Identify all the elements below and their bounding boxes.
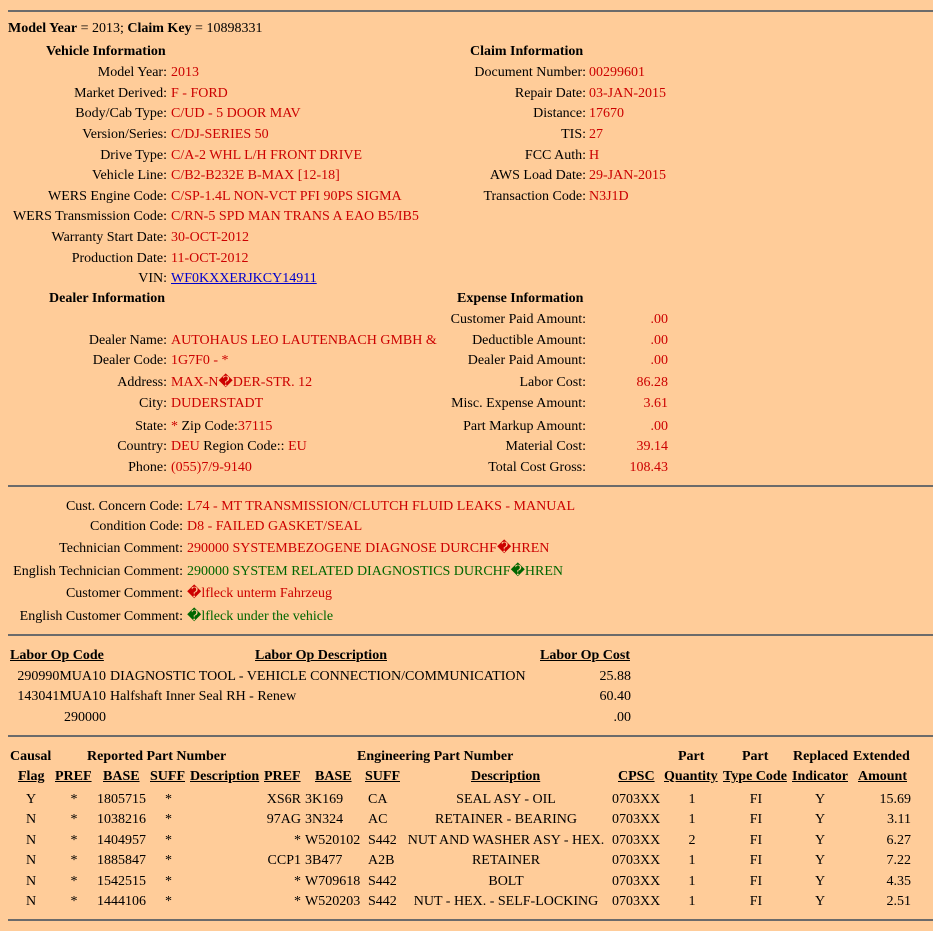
dealer-info-title: Dealer Information	[49, 291, 165, 306]
part-type-code: FI	[749, 874, 763, 889]
part-eng-pref: *	[294, 874, 301, 889]
eng-description-header: Description	[471, 769, 541, 784]
part-extended-amount: 3.11	[887, 812, 911, 827]
cust-comment-label: Customer Comment:	[65, 586, 183, 601]
part-qty-group-header: Part	[678, 749, 705, 764]
labor-code-header: Labor Op Code	[10, 648, 104, 663]
expense-field-value: 86.28	[636, 375, 668, 390]
part-reported-suff: *	[165, 894, 172, 909]
part-quantity: 1	[688, 792, 696, 807]
part-eng-base: W520102	[305, 833, 361, 848]
vehicle-field-value: C/SP-1.4L NON-VCT PFI 90PS SIGMA	[171, 189, 402, 204]
eng-tech-comment-value: 290000 SYSTEM RELATED DIAGNOSTICS DURCHF�HREN	[187, 564, 564, 579]
vehicle-field-value: C/B2-B232E B-MAX [12-18]	[171, 168, 340, 183]
part-type-code: FI	[749, 853, 763, 868]
expense-field-value: 39.14	[636, 439, 668, 454]
part-eng-pref: XS6R	[266, 792, 301, 807]
labor-op-cost: 25.88	[599, 669, 631, 684]
part-eng-pref: CCP1	[267, 853, 301, 868]
vehicle-field-label: Version/Series:	[82, 127, 167, 142]
dealer-code-value: 1G7F0 - *	[171, 353, 229, 368]
pref-header: PREF	[55, 769, 92, 784]
part-reported-pref: *	[70, 833, 78, 848]
part-reported-pref: *	[70, 894, 78, 909]
dealer-zip-label: Zip Code:	[181, 419, 238, 434]
part-cpsc: 0703XX	[612, 853, 661, 868]
vehicle-field-label: Drive Type:	[100, 148, 167, 163]
dealer-address-value: MAX-N�DER-STR. 12	[171, 375, 313, 390]
claim-info-title: Claim Information	[470, 44, 584, 59]
expense-field-label: Material Cost:	[505, 439, 586, 454]
base-header: BASE	[103, 769, 140, 784]
part-type-group-header: Part	[742, 749, 769, 764]
claim-field-value: H	[589, 148, 600, 163]
labor-op-description: Halfshaft Inner Seal RH - Renew	[110, 689, 297, 704]
dealer-region-value: EU	[288, 439, 307, 454]
eng-suff-header: SUFF	[365, 769, 400, 784]
labor-op-cost: .00	[613, 710, 631, 725]
expense-field-value: .00	[650, 353, 668, 368]
part-extended-amount: 2.51	[886, 894, 911, 909]
expense-field-label: Customer Paid Amount:	[450, 312, 586, 327]
claim-field-value: 00299601	[589, 65, 645, 80]
section-divider-3	[8, 735, 933, 737]
claim-field-label: Transaction Code:	[483, 189, 586, 204]
part-cpsc: 0703XX	[612, 833, 661, 848]
vehicle-field-value: C/UD - 5 DOOR MAV	[171, 106, 301, 121]
section-divider-1	[8, 485, 933, 487]
expense-field-label: Part Markup Amount:	[463, 419, 586, 434]
reported-part-header: Reported Part Number	[87, 749, 227, 764]
part-causal-flag: N	[25, 894, 37, 909]
part-quantity: 1	[688, 812, 696, 827]
part-eng-description: RETAINER - BEARING	[435, 812, 577, 827]
part-extended-amount: 7.22	[886, 853, 911, 868]
part-quantity: 1	[688, 894, 696, 909]
part-eng-base: W520203	[305, 894, 361, 909]
part-eng-suff: S442	[368, 894, 397, 909]
vehicle-field-label: WERS Transmission Code:	[12, 209, 167, 224]
part-reported-pref: *	[70, 812, 78, 827]
claim-field-label: Document Number:	[474, 65, 586, 80]
part-replaced-indicator: Y	[814, 894, 826, 909]
labor-op-code: 290000	[64, 710, 106, 725]
part-eng-base: 3B477	[305, 853, 343, 868]
dealer-country-row: DEU Region Code:: EU	[171, 439, 307, 454]
labor-op-code: 143041MUA10	[17, 689, 106, 704]
part-eng-description: NUT AND WASHER ASY - HEX.	[407, 833, 605, 848]
part-quantity: 1	[688, 853, 696, 868]
vehicle-field-label: Body/Cab Type:	[75, 106, 167, 121]
expense-field-value: .00	[650, 419, 668, 434]
dealer-city-value: DUDERSTADT	[171, 396, 264, 411]
model-year-value: 2013	[91, 21, 120, 36]
part-reported-base: 1885847	[97, 853, 146, 868]
part-reported-base: 1542515	[97, 874, 146, 889]
vin-label: VIN:	[138, 271, 167, 286]
part-cpsc: 0703XX	[612, 894, 661, 909]
engineering-part-header: Engineering Part Number	[357, 749, 514, 764]
part-quantity: 1	[688, 874, 696, 889]
labor-desc-header: Labor Op Description	[255, 648, 387, 663]
concern-value: L74 - MT TRANSMISSION/CLUTCH FLUID LEAKS - MANUAL	[187, 499, 575, 514]
part-causal-flag: N	[25, 853, 37, 868]
expense-field-label: Dealer Paid Amount:	[467, 353, 586, 368]
dealer-phone-label: Phone:	[128, 460, 167, 475]
part-reported-base: 1444106	[97, 894, 146, 909]
suff-header: SUFF	[150, 769, 185, 784]
expense-field-value: .00	[650, 333, 668, 348]
vin-link[interactable]: WF0KXXERJKCY14911	[171, 271, 317, 286]
part-eng-base: W709618	[305, 874, 361, 889]
dealer-country-value: DEU	[171, 439, 200, 454]
part-eng-pref: *	[294, 833, 301, 848]
part-reported-suff: *	[165, 812, 172, 827]
eng-tech-comment-label: English Technician Comment:	[13, 564, 183, 579]
vehicle-field-label: Production Date:	[71, 251, 167, 266]
part-replaced-indicator: Y	[814, 874, 826, 889]
part-eng-description: NUT - HEX. - SELF-LOCKING	[413, 894, 599, 909]
expense-info-title: Expense Information	[457, 291, 584, 306]
model-year-label: Model Year	[8, 21, 78, 36]
part-reported-suff: *	[165, 833, 172, 848]
dealer-name-label: Dealer Name:	[88, 333, 167, 348]
part-eng-suff: A2B	[368, 853, 395, 868]
part-causal-flag: Y	[25, 792, 37, 807]
vin-value[interactable]	[171, 270, 317, 287]
part-cpsc: 0703XX	[612, 874, 661, 889]
eng-cust-comment-label: English Customer Comment:	[19, 609, 183, 624]
part-quantity: 2	[688, 833, 696, 848]
flag-header: Flag	[18, 769, 45, 784]
expense-field-value: .00	[650, 312, 668, 327]
dealer-phone-value: (055)7/9-9140	[171, 460, 252, 475]
dealer-state-row	[171, 418, 272, 435]
claim-field-value: 03-JAN-2015	[589, 86, 666, 101]
vehicle-field-label: Model Year:	[97, 65, 167, 80]
labor-op-cost: 60.40	[599, 689, 631, 704]
top-divider	[8, 10, 933, 12]
part-cpsc: 0703XX	[612, 812, 661, 827]
part-reported-suff: *	[165, 792, 172, 807]
part-type-code: FI	[749, 792, 763, 807]
vehicle-field-value: C/RN-5 SPD MAN TRANS A EAO B5/IB5	[171, 209, 419, 224]
dealer-city-label: City:	[138, 396, 167, 411]
claim-field-value: N3J1D	[589, 189, 629, 204]
expense-field-label: Labor Cost:	[519, 375, 586, 390]
part-replaced-indicator: Y	[814, 833, 826, 848]
description-header: Description	[190, 769, 260, 784]
part-reported-base: 1038216	[97, 812, 146, 827]
claim-field-label: Distance:	[533, 106, 586, 121]
part-reported-pref: *	[70, 853, 78, 868]
condition-value: D8 - FAILED GASKET/SEAL	[187, 519, 363, 534]
part-reported-pref: *	[70, 792, 78, 807]
vehicle-info-title: Vehicle Information	[46, 44, 166, 59]
condition-label: Condition Code:	[90, 519, 183, 534]
part-extended-amount: 15.69	[879, 792, 911, 807]
claim-field-value: 27	[589, 127, 603, 142]
claim-key-label: Claim Key	[127, 21, 192, 36]
vehicle-field-value: 30-OCT-2012	[171, 230, 250, 245]
eng-base-header: BASE	[315, 769, 352, 784]
part-causal-flag: N	[25, 812, 37, 827]
part-eng-suff: S442	[368, 833, 397, 848]
part-eng-description: BOLT	[488, 874, 524, 889]
part-type-code: FI	[749, 833, 763, 848]
part-eng-pref: *	[294, 894, 301, 909]
part-eng-base: 3N324	[305, 812, 344, 827]
claim-field-label: AWS Load Date:	[489, 168, 586, 183]
dealer-state-value: *	[171, 419, 178, 434]
eng-cust-comment-value: �lfleck under the vehicle	[187, 609, 334, 624]
part-reported-suff: *	[165, 874, 172, 889]
vehicle-field-label: Vehicle Line:	[91, 168, 167, 183]
vehicle-field-label: Market Derived:	[74, 86, 167, 101]
expense-field-label: Misc. Expense Amount:	[451, 396, 586, 411]
part-causal-flag: N	[25, 833, 37, 848]
type-code-header: Type Code	[723, 769, 787, 784]
part-eng-pref: 97AG	[266, 812, 301, 827]
claim-field-label: Repair Date:	[514, 86, 586, 101]
causal-header: Causal	[10, 749, 52, 764]
part-eng-description: SEAL ASY - OIL	[456, 792, 556, 807]
replaced-group-header: Replaced	[793, 749, 849, 764]
labor-op-description: DIAGNOSTIC TOOL - VEHICLE CONNECTION/COMMUNICATION	[110, 669, 526, 684]
dealer-name-value: AUTOHAUS LEO LAUTENBACH GMBH &	[171, 333, 437, 348]
labor-cost-header: Labor Op Cost	[540, 648, 630, 663]
part-replaced-indicator: Y	[814, 792, 826, 807]
part-reported-base: 1805715	[97, 792, 146, 807]
part-eng-suff: CA	[368, 792, 388, 807]
expense-field-label: Deductible Amount:	[472, 333, 586, 348]
labor-op-code: 290990MUA10	[17, 669, 106, 684]
part-replaced-indicator: Y	[814, 853, 826, 868]
vehicle-field-value: F - FORD	[171, 86, 228, 101]
section-divider-2	[8, 634, 933, 636]
cust-comment-value: �lfleck unterm Fahrzeug	[187, 586, 332, 601]
dealer-zip-value: 37115	[237, 419, 273, 434]
vehicle-field-label: WERS Engine Code:	[48, 189, 167, 204]
part-eng-suff: AC	[368, 812, 388, 827]
claim-field-value: 29-JAN-2015	[589, 168, 666, 183]
indicator-header: Indicator	[792, 769, 848, 784]
eng-pref-header: PREF	[264, 769, 301, 784]
claim-key-value: 10898331	[206, 21, 263, 36]
vehicle-field-value: C/DJ-SERIES 50	[171, 127, 269, 142]
bottom-divider	[8, 919, 933, 921]
part-type-code: FI	[749, 812, 763, 827]
part-reported-pref: *	[70, 874, 78, 889]
part-reported-base: 1404957	[97, 833, 146, 848]
dealer-region-label: Region Code:	[203, 439, 281, 454]
claim-header: Model Year = 2013; Claim Key = 10898331	[8, 21, 263, 36]
part-causal-flag: N	[25, 874, 37, 889]
dealer-code-label: Dealer Code:	[92, 353, 167, 368]
vehicle-field-value: 2013	[171, 65, 199, 80]
expense-field-value: 3.61	[643, 396, 668, 411]
part-eng-base: 3K169	[305, 792, 344, 807]
expense-field-value: 108.43	[629, 460, 668, 475]
part-extended-amount: 4.35	[886, 874, 911, 889]
part-eng-description: RETAINER	[471, 853, 541, 868]
part-reported-suff: *	[165, 853, 172, 868]
tech-comment-value: 290000 SYSTEMBEZOGENE DIAGNOSE DURCHF�HREN	[187, 541, 550, 556]
vehicle-field-value: C/A-2 WHL L/H FRONT DRIVE	[171, 148, 363, 163]
extended-group-header: Extended	[853, 749, 910, 764]
cpsc-header: CPSC	[618, 769, 655, 784]
quantity-header: Quantity	[664, 769, 718, 784]
concern-label: Cust. Concern Code:	[65, 499, 183, 514]
part-extended-amount: 6.27	[886, 833, 911, 848]
part-type-code: FI	[749, 894, 763, 909]
amount-header: Amount	[858, 769, 908, 784]
tech-comment-label: Technician Comment:	[59, 541, 183, 556]
expense-field-label: Total Cost Gross:	[488, 460, 586, 475]
claim-field-value: 17670	[589, 106, 624, 121]
dealer-address-label: Address:	[117, 375, 167, 390]
vehicle-field-label: Warranty Start Date:	[51, 230, 167, 245]
claim-field-label: TIS:	[561, 127, 586, 142]
dealer-country-label: Country:	[117, 439, 167, 454]
claim-field-label: FCC Auth:	[524, 148, 586, 163]
vehicle-field-value: 11-OCT-2012	[171, 251, 249, 266]
dealer-state-label: State:	[135, 419, 167, 434]
part-replaced-indicator: Y	[814, 812, 826, 827]
part-eng-suff: S442	[368, 874, 397, 889]
part-cpsc: 0703XX	[612, 792, 661, 807]
